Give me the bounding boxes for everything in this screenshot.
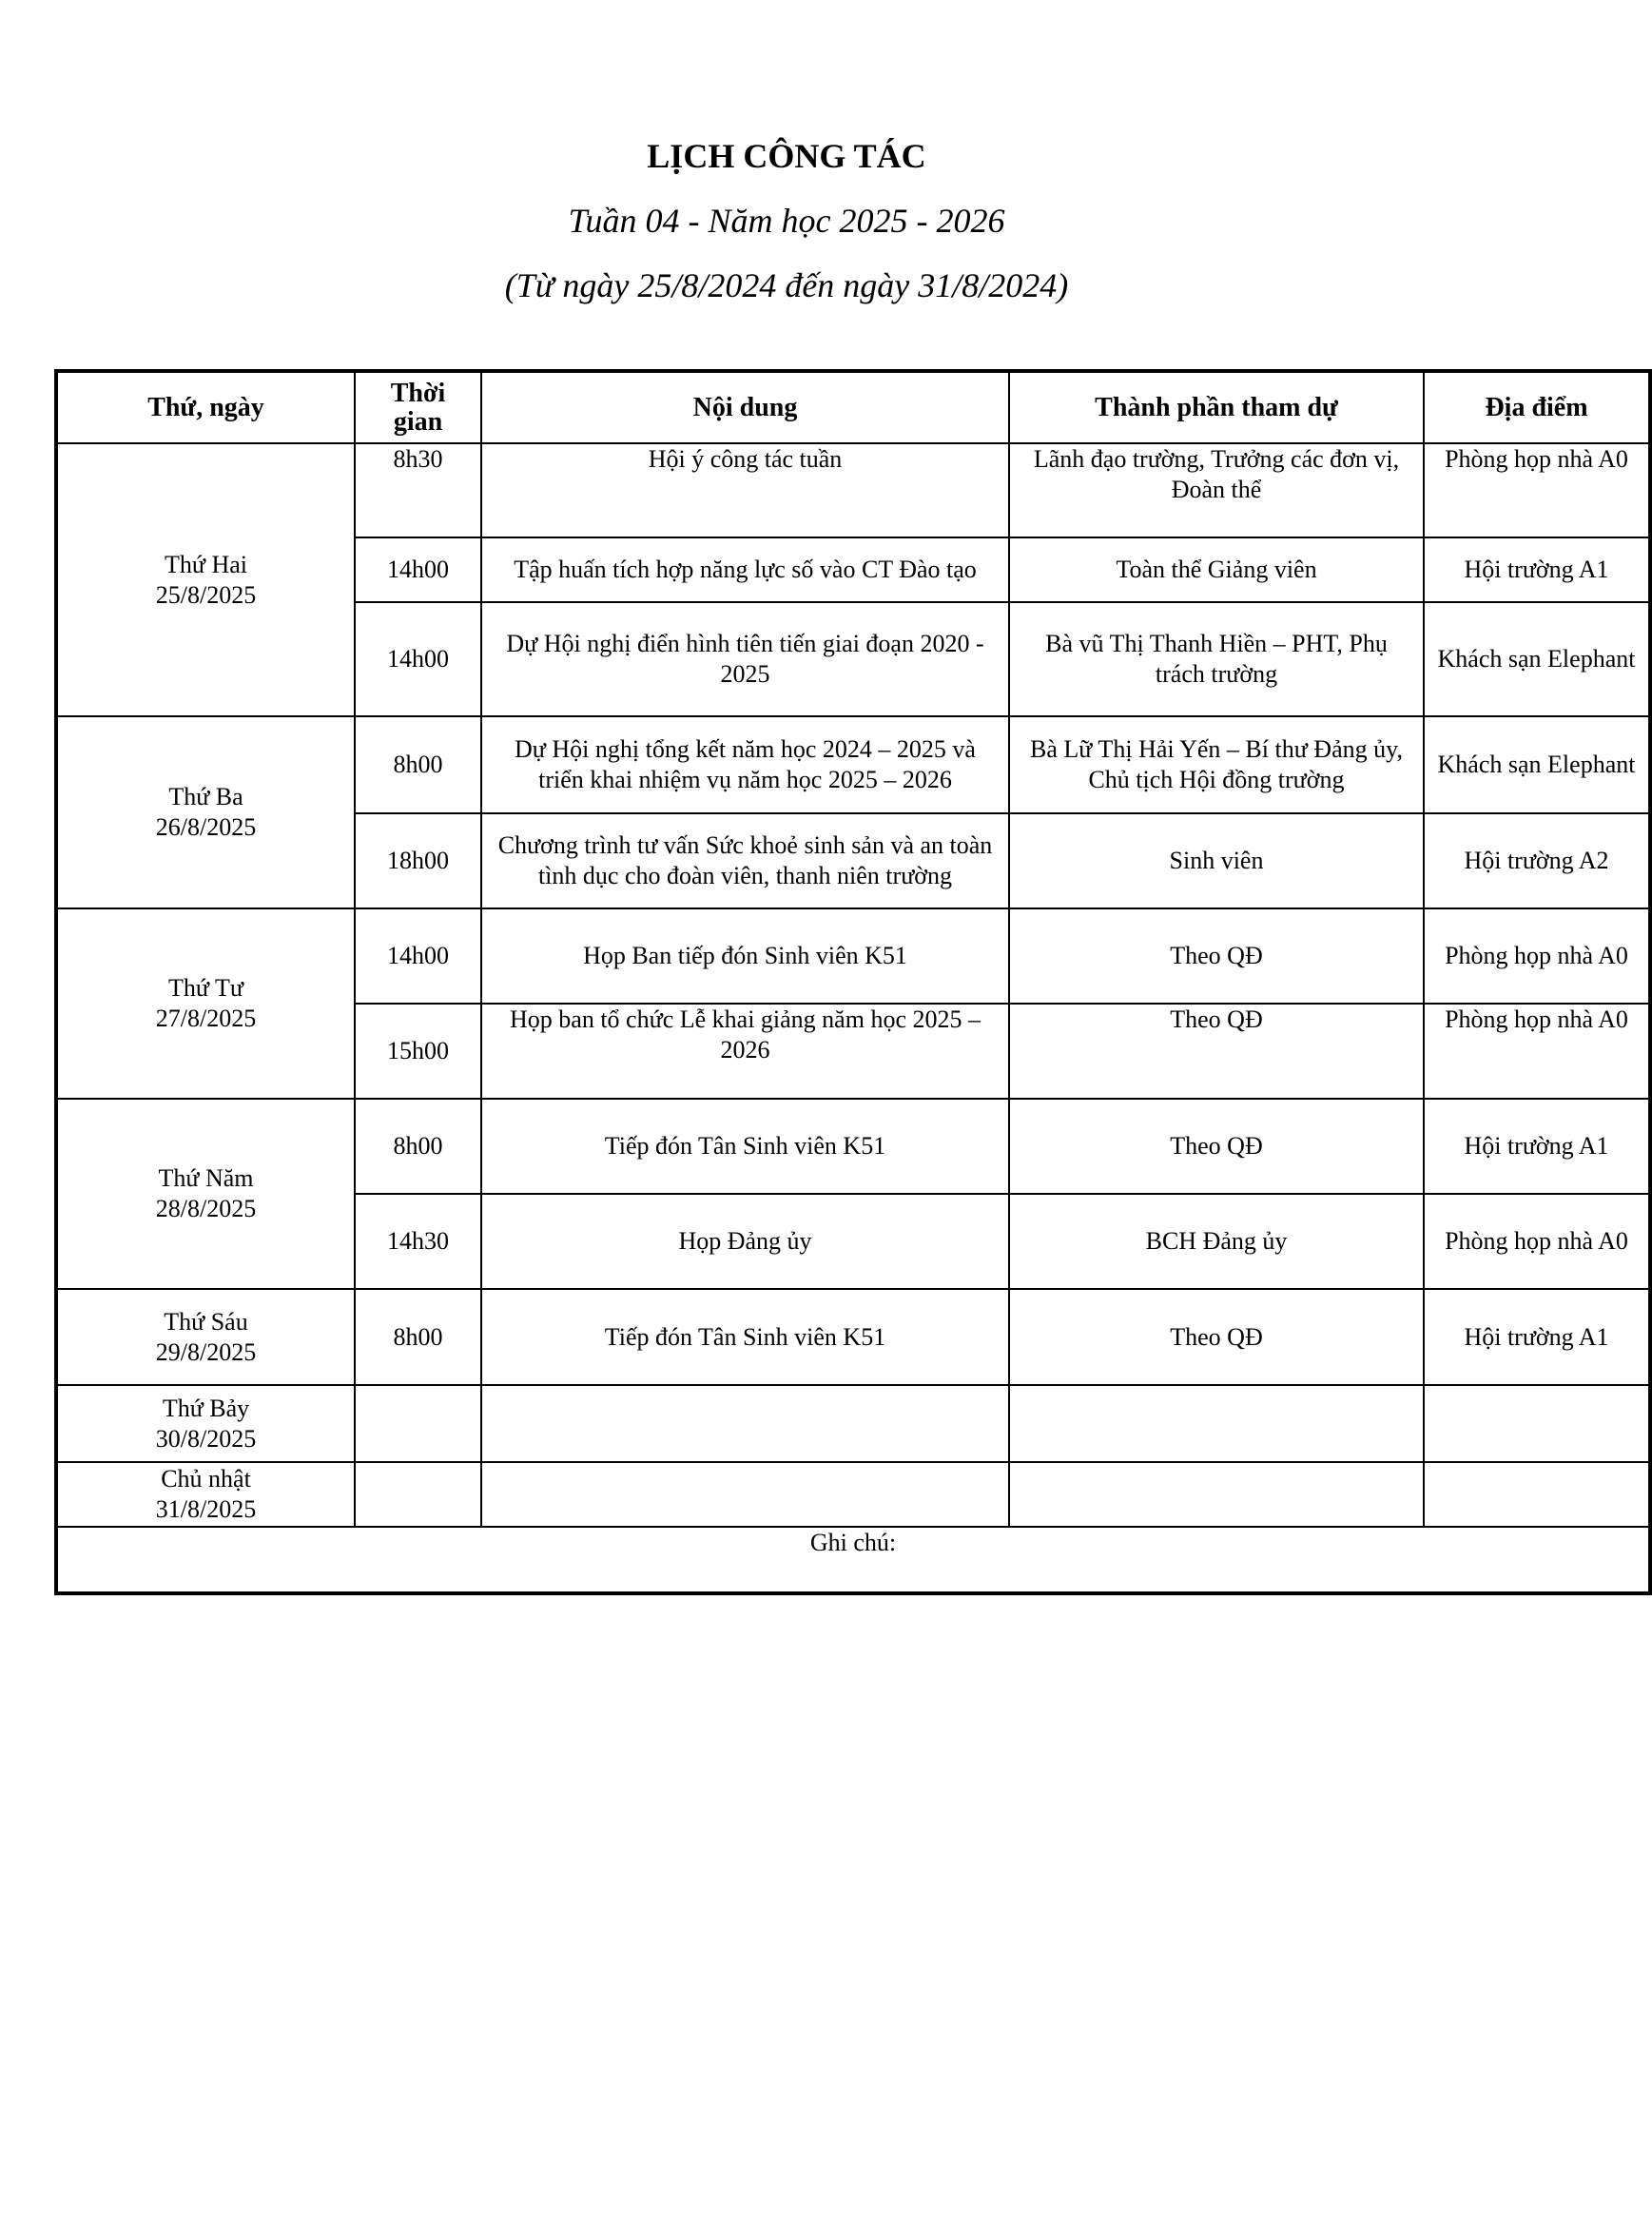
col-header-content: Nội dung: [481, 371, 1009, 443]
event-time: 8h30: [355, 443, 481, 537]
event-location: Hội trường A1: [1424, 1289, 1650, 1385]
event-participants: Toàn thể Giảng viên: [1009, 537, 1424, 602]
day-name: Thứ Bảy: [162, 1394, 250, 1422]
event-location: Phòng họp nhà A0: [1424, 908, 1650, 1004]
event-participants: Lãnh đạo trường, Trưởng các đơn vị, Đoàn thể: [1009, 443, 1424, 537]
day-date: 30/8/2025: [155, 1424, 257, 1453]
event-location-empty: [1424, 1462, 1650, 1527]
day-name: Thứ Năm: [158, 1164, 254, 1192]
table-row: [56, 1462, 1650, 1527]
table-header-row: [56, 371, 1650, 443]
event-location: Phòng họp nhà A0: [1424, 443, 1650, 537]
event-participants: Sinh viên: [1009, 813, 1424, 908]
event-content: Họp Đảng ủy: [481, 1194, 1009, 1289]
event-content-empty: [481, 1462, 1009, 1527]
note-row: [56, 1527, 1650, 1593]
day-date: 31/8/2025: [155, 1495, 257, 1523]
event-time-empty: [355, 1462, 481, 1527]
event-participants: Theo QĐ: [1009, 908, 1424, 1004]
day-date: 29/8/2025: [155, 1337, 257, 1366]
day-cell-thursday: [56, 1099, 355, 1289]
event-location: Hội trường A2: [1424, 813, 1650, 908]
table-row: [56, 1385, 1650, 1462]
day-cell-tuesday: [56, 716, 355, 908]
date-range: (Từ ngày 25/8/2024 đến ngày 31/8/2024): [504, 266, 1069, 304]
event-content: Họp ban tổ chức Lễ khai giảng năm học 2025 – 2026: [481, 1004, 1009, 1099]
document-title: LỊCH CÔNG TÁC: [647, 137, 926, 175]
col-header-day: Thứ, ngày: [56, 371, 355, 443]
event-location-empty: [1424, 1385, 1650, 1462]
day-cell-friday: [56, 1289, 355, 1385]
day-name: Thứ Hai: [164, 550, 247, 578]
event-location: Phòng họp nhà A0: [1424, 1194, 1650, 1289]
event-participants: Bà vũ Thị Thanh Hiền – PHT, Phụ trách trường: [1009, 602, 1424, 716]
note-cell: Ghi chú:: [56, 1527, 1650, 1593]
event-time: 14h00: [355, 908, 481, 1004]
event-time: 18h00: [355, 813, 481, 908]
day-cell-wednesday: [56, 908, 355, 1099]
day-date: 27/8/2025: [155, 1005, 257, 1032]
event-time: 8h00: [355, 716, 481, 813]
event-content: Tiếp đón Tân Sinh viên K51: [481, 1289, 1009, 1385]
event-content: Tập huấn tích hợp năng lực số vào CT Đào tạo: [481, 537, 1009, 602]
schedule-table: [54, 369, 1652, 1595]
event-content-empty: [481, 1385, 1009, 1462]
event-time: 14h30: [355, 1194, 481, 1289]
event-participants: Bà Lữ Thị Hải Yến – Bí thư Đảng ủy, Chủ tịch Hội đồng trường: [1009, 716, 1424, 813]
day-name: Chủ nhật: [161, 1465, 251, 1493]
day-name: Thứ Sáu: [164, 1307, 248, 1336]
table-row: [56, 443, 1650, 537]
event-time: 8h00: [355, 1099, 481, 1194]
event-time-empty: [355, 1385, 481, 1462]
event-participants: Theo QĐ: [1009, 1289, 1424, 1385]
event-time: 8h00: [355, 1289, 481, 1385]
event-content: Họp Ban tiếp đón Sinh viên K51: [481, 908, 1009, 1004]
col-header-location: Địa điểm: [1424, 371, 1650, 443]
event-content: Tiếp đón Tân Sinh viên K51: [481, 1099, 1009, 1194]
event-content: Dự Hội nghị tổng kết năm học 2024 – 2025 và triển khai nhiệm vụ năm học 2025 – 2026: [481, 716, 1009, 813]
event-participants-empty: [1009, 1462, 1424, 1527]
day-name: Thứ Ba: [168, 783, 243, 810]
event-location: Hội trường A1: [1424, 1099, 1650, 1194]
day-name: Thứ Tư: [168, 974, 243, 1002]
event-participants-empty: [1009, 1385, 1424, 1462]
document-header: [0, 124, 1573, 318]
table-row: [56, 1289, 1650, 1385]
event-participants: BCH Đảng ủy: [1009, 1194, 1424, 1289]
day-cell-saturday: [56, 1385, 355, 1462]
event-time: 14h00: [355, 602, 481, 716]
event-participants: Theo QĐ: [1009, 1004, 1424, 1099]
day-cell-monday: [56, 443, 355, 716]
event-content: Dự Hội nghị điển hình tiên tiến giai đoạn 2020 - 2025: [481, 602, 1009, 716]
day-date: 25/8/2025: [155, 580, 257, 609]
col-header-participants: Thành phần tham dự: [1009, 371, 1424, 443]
day-date: 28/8/2025: [155, 1195, 257, 1222]
event-location: Phòng họp nhà A0: [1424, 1004, 1650, 1099]
event-time: 14h00: [355, 537, 481, 602]
table-row: [56, 908, 1650, 1004]
col-header-time-line2: gian: [393, 406, 443, 437]
week-subtitle: Tuần 04 - Năm học 2025 - 2026: [568, 202, 1005, 240]
day-cell-sunday: [56, 1462, 355, 1527]
col-header-time-line1: Thời: [390, 378, 446, 408]
event-time: 15h00: [355, 1004, 481, 1099]
table-row: [56, 716, 1650, 813]
col-header-time: [355, 371, 481, 443]
table-row: [56, 1099, 1650, 1194]
event-location: Hội trường A1: [1424, 537, 1650, 602]
event-location: Khách sạn Elephant: [1424, 602, 1650, 716]
event-location: Khách sạn Elephant: [1424, 716, 1650, 813]
event-participants: Theo QĐ: [1009, 1099, 1424, 1194]
event-content: Chương trình tư vấn Sức khoẻ sinh sản và an toàn tình dục cho đoàn viên, thanh niên trường: [481, 813, 1009, 908]
day-date: 26/8/2025: [155, 813, 257, 841]
event-content: Hội ý công tác tuần: [481, 443, 1009, 537]
